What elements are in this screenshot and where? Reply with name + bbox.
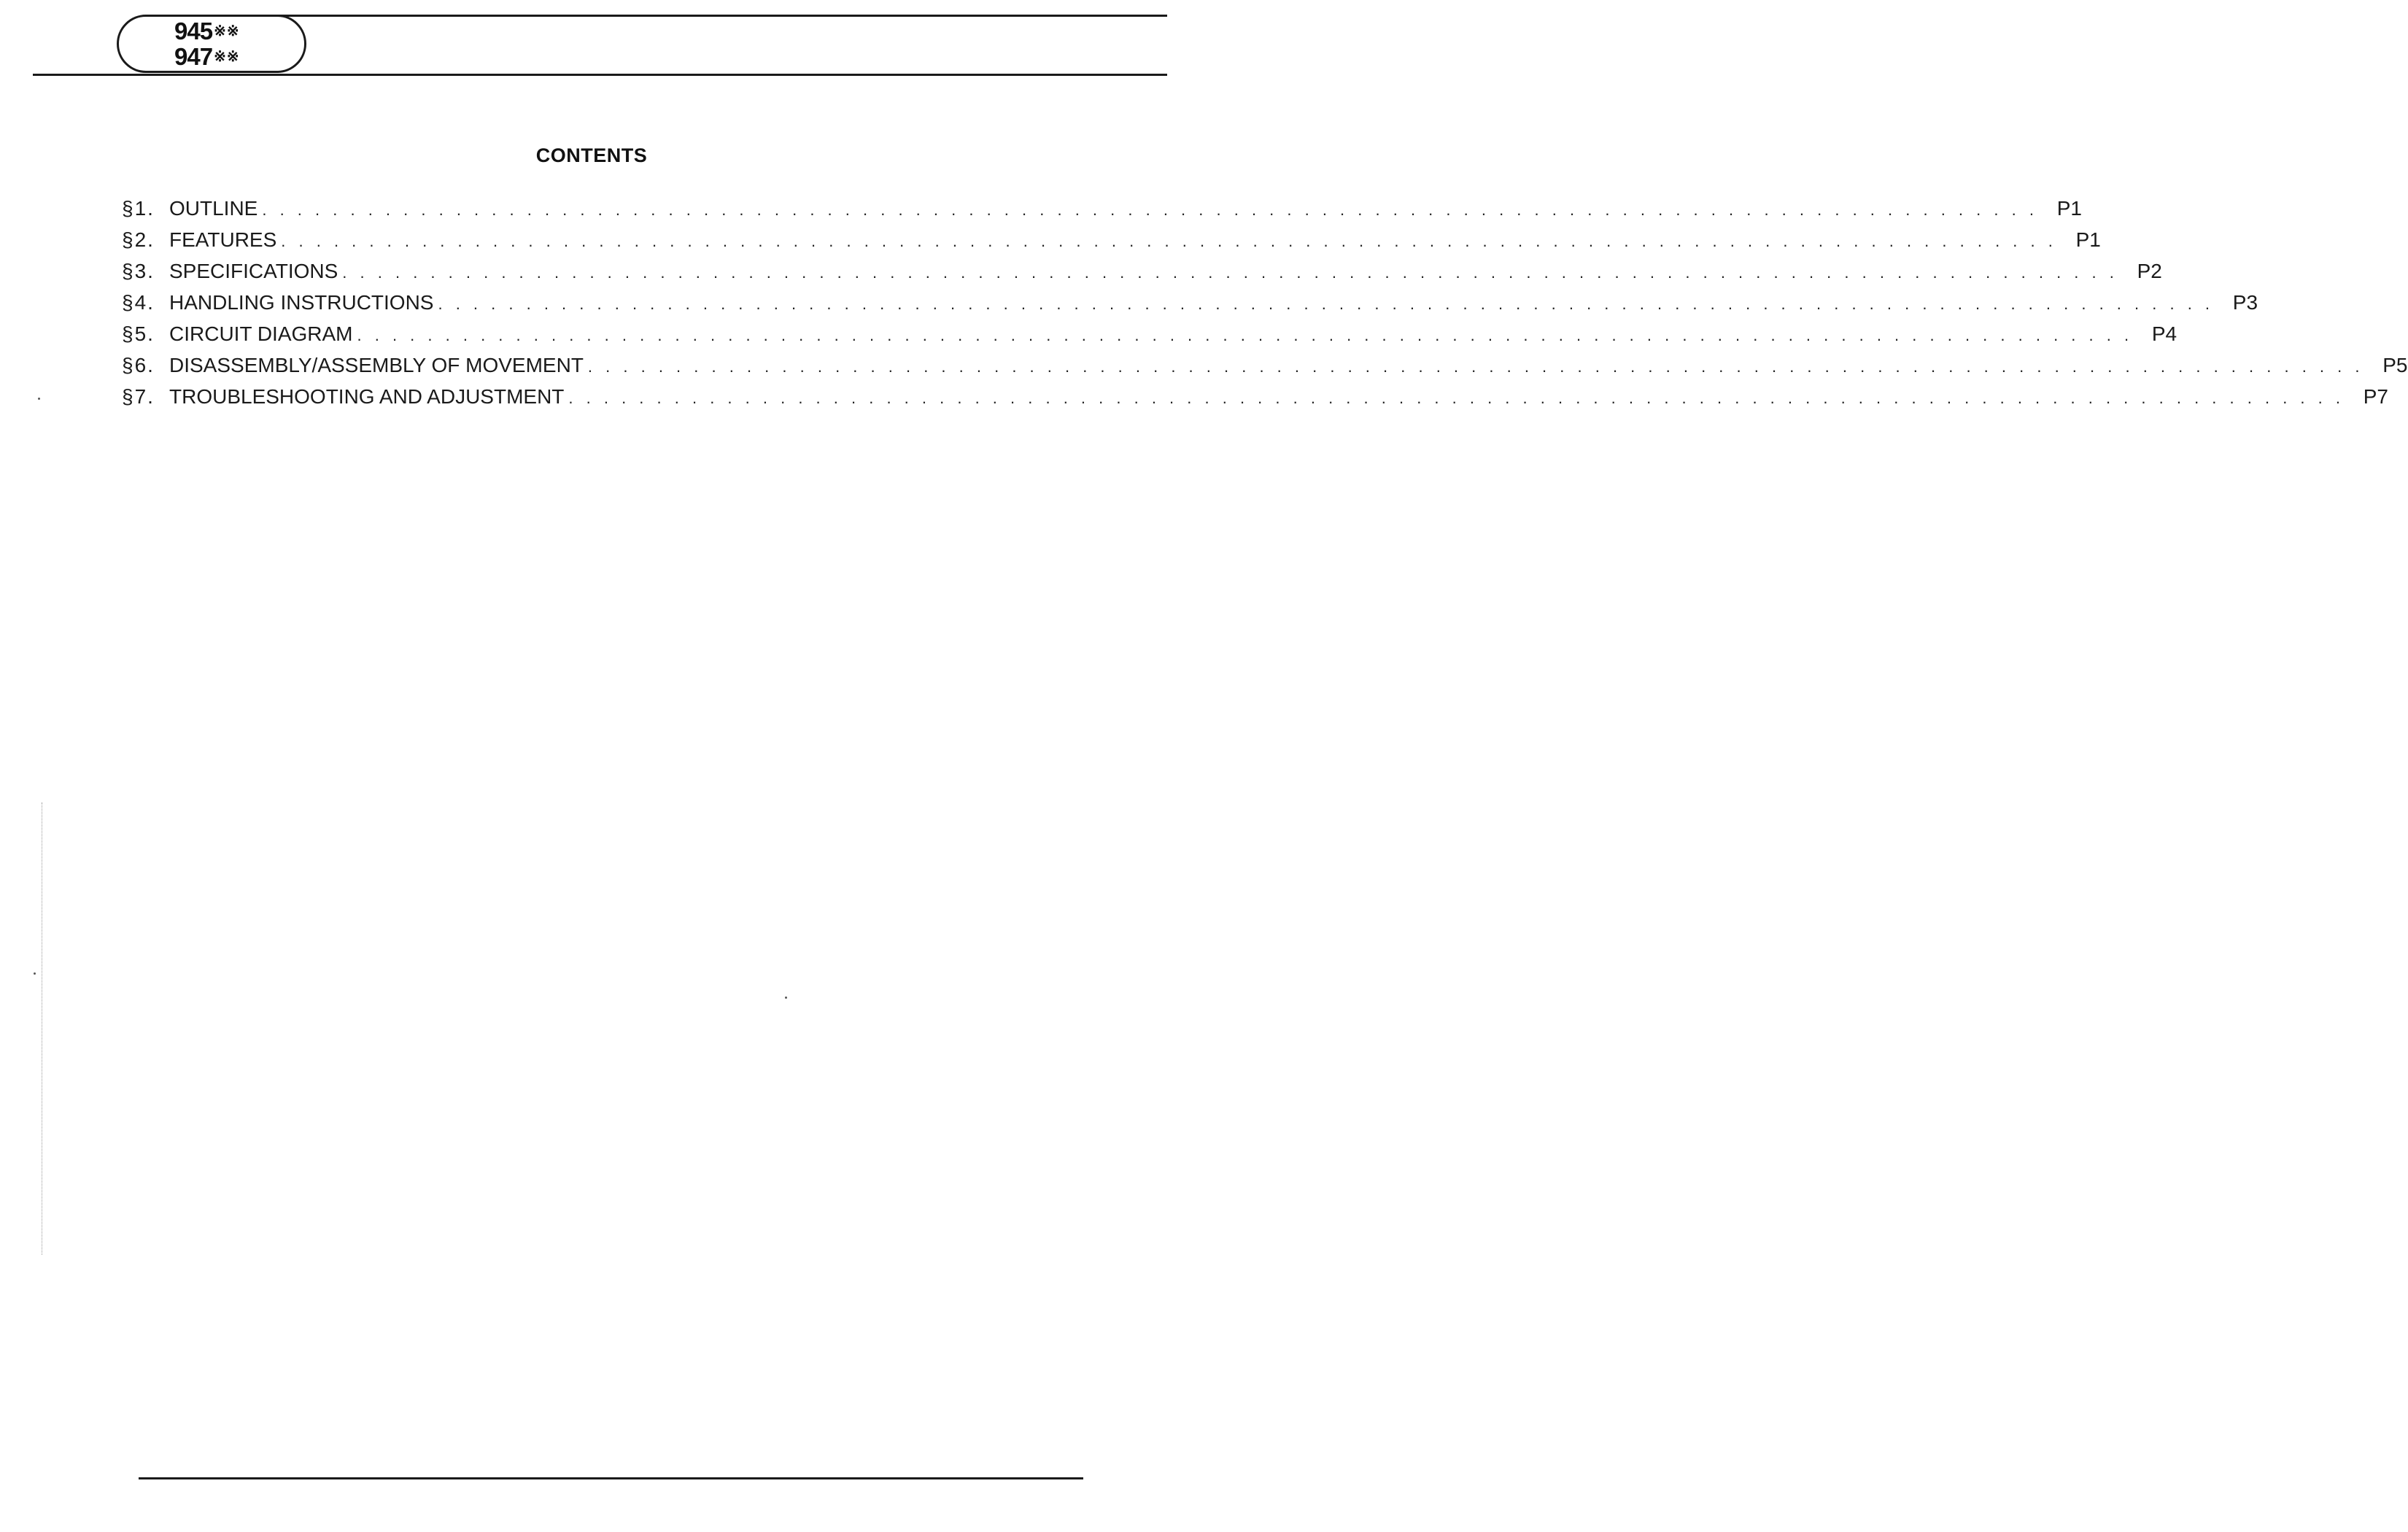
- toc-section-number: §1.: [122, 197, 155, 220]
- toc-section-title: TROUBLESHOOTING AND ADJUSTMENT: [169, 385, 565, 408]
- toc-entry-circuit-diagram[interactable]: [122, 322, 2177, 354]
- toc-dot-leader: . . . . . . . . . . . . . . . . . . . . . . . . . . . . . . . . . . . . . . . . . . . . . . . . . . . . . . . . . . . . . . . . . . . . . . . . . . . . . . . . . . . . . . . . . . . . . . . . . . . . .: [281, 232, 2057, 250]
- toc-entry-outline[interactable]: [122, 197, 2082, 228]
- toc-section-number: §5.: [122, 322, 155, 345]
- toc-entry-specifications[interactable]: [122, 260, 2162, 291]
- footer-rule: [139, 1477, 1083, 1479]
- toc-page-number: P5: [2382, 354, 2408, 376]
- model-number-947-digits: 947: [174, 43, 213, 70]
- toc-page-number: P7: [2363, 385, 2388, 408]
- contents-title: CONTENTS: [535, 144, 648, 166]
- toc-section-title: CIRCUIT DIAGRAM: [169, 322, 353, 345]
- toc-dot-leader: . . . . . . . . . . . . . . . . . . . . . . . . . . . . . . . . . . . . . . . . . . . . . . . . . . . . . . . . . . . . . . . . . . . . . . . . . . . . . . . . . . . . . . . . . . . . . . . . . . . . .: [587, 357, 2364, 376]
- model-number-945: [174, 19, 240, 44]
- model-number-945-digits: 945: [174, 18, 213, 45]
- toc-section-number: §3.: [122, 260, 155, 282]
- model-number-badge: [117, 15, 306, 73]
- toc-entry-troubleshooting[interactable]: [122, 385, 2388, 417]
- toc-page-number: P1: [2056, 197, 2082, 220]
- header-rule-bottom: [33, 74, 1167, 76]
- toc-dot-leader: . . . . . . . . . . . . . . . . . . . . . . . . . . . . . . . . . . . . . . . . . . . . . . . . . . . . . . . . . . . . . . . . . . . . . . . . . . . . . . . . . . . . . . . . . . . . . . . . . . . . .: [357, 326, 2134, 344]
- toc-entry-features[interactable]: [122, 228, 2101, 260]
- model-number-947-suffix: ※※: [214, 49, 240, 65]
- toc-entry-disassembly-assembly[interactable]: [122, 354, 2408, 385]
- toc-section-title: HANDLING INSTRUCTIONS: [169, 291, 434, 314]
- toc-page-number: P3: [2232, 291, 2258, 314]
- toc-section-title: OUTLINE: [169, 197, 258, 220]
- toc-section-number: §2.: [122, 228, 155, 251]
- toc-section-number: §7.: [122, 385, 155, 408]
- toc-dot-leader: . . . . . . . . . . . . . . . . . . . . . . . . . . . . . . . . . . . . . . . . . . . . . . . . . . . . . . . . . . . . . . . . . . . . . . . . . . . . . . . . . . . . . . . . . . . . . . . . . . . . .: [568, 389, 2345, 407]
- model-number-947: [174, 45, 240, 69]
- scan-speck: [38, 398, 40, 400]
- toc-dot-leader: . . . . . . . . . . . . . . . . . . . . . . . . . . . . . . . . . . . . . . . . . . . . . . . . . . . . . . . . . . . . . . . . . . . . . . . . . . . . . . . . . . . . . . . . . . . . . . . . . . . . .: [262, 201, 2038, 219]
- toc-page-number: P4: [2151, 322, 2177, 345]
- scan-speck: [34, 972, 36, 975]
- toc-section-title: SPECIFICATIONS: [169, 260, 338, 282]
- toc-entry-handling-instructions[interactable]: [122, 291, 2258, 322]
- header-rule-top: [148, 15, 1167, 17]
- toc-section-title: DISASSEMBLY/ASSEMBLY OF MOVEMENT: [169, 354, 584, 376]
- table-of-contents: [122, 197, 2408, 417]
- toc-section-title: FEATURES: [169, 228, 277, 251]
- toc-dot-leader: . . . . . . . . . . . . . . . . . . . . . . . . . . . . . . . . . . . . . . . . . . . . . . . . . . . . . . . . . . . . . . . . . . . . . . . . . . . . . . . . . . . . . . . . . . . . . . . . . . . . .: [438, 295, 2215, 313]
- toc-dot-leader: . . . . . . . . . . . . . . . . . . . . . . . . . . . . . . . . . . . . . . . . . . . . . . . . . . . . . . . . . . . . . . . . . . . . . . . . . . . . . . . . . . . . . . . . . . . . . . . . . . . . .: [342, 263, 2118, 282]
- toc-section-number: §6.: [122, 354, 155, 376]
- toc-page-number: P1: [2075, 228, 2101, 251]
- toc-section-number: §4.: [122, 291, 155, 314]
- model-number-945-suffix: ※※: [214, 23, 240, 39]
- scan-speck: [785, 997, 787, 999]
- toc-page-number: P2: [2137, 260, 2162, 282]
